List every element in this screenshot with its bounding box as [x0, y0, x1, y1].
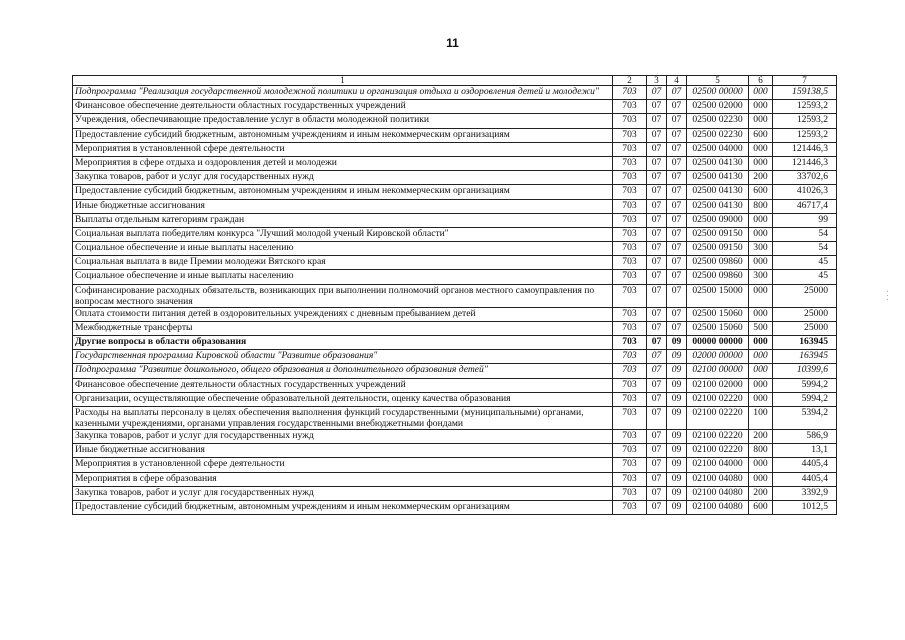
section-code-cell: 703: [613, 284, 647, 307]
row-name-cell: Софинансирование расходных обязательств, возникающих при выполнении полномочий органов местного самоуправления по вопросам местного значения: [73, 284, 613, 307]
section-code-cell: 703: [613, 227, 647, 241]
table-row: [73, 321, 837, 335]
page-number: 11: [446, 36, 459, 50]
section-code-cell: 703: [613, 256, 647, 270]
amount-cell: 25000: [773, 284, 837, 307]
row-name-cell: Предоставление субсидий бюджетным, автономным учреждениям и иным некоммерческим организациям: [73, 128, 613, 142]
section-code-cell: 703: [613, 378, 647, 392]
table-row: [73, 128, 837, 142]
subsection-cell: 07: [667, 128, 687, 142]
row-name-cell: Предоставление субсидий бюджетным, автономным учреждениям и иным некоммерческим организациям: [73, 185, 613, 199]
subsection-cell: 07: [647, 86, 667, 100]
table-row: [73, 350, 837, 364]
header-cell: 1: [73, 76, 613, 86]
expense-type-cell: 000: [749, 256, 773, 270]
section-code-cell: 703: [613, 171, 647, 185]
section-code-cell: 703: [613, 156, 647, 170]
section-code-cell: 703: [613, 307, 647, 321]
row-name-cell: Иные бюджетные ассигнования: [73, 199, 613, 213]
subsection-cell: 07: [667, 114, 687, 128]
subsection-cell: 07: [647, 392, 667, 406]
amount-cell: 25000: [773, 321, 837, 335]
amount-cell: 10399,6: [773, 364, 837, 378]
target-article-cell: 02100 04080: [687, 472, 749, 486]
table-row: [73, 100, 837, 114]
expense-type-cell: 000: [749, 336, 773, 350]
subsection-cell: 07: [647, 114, 667, 128]
amount-cell: 163945: [773, 350, 837, 364]
target-article-cell: 02500 09860: [687, 270, 749, 284]
target-article-cell: 02100 02220: [687, 444, 749, 458]
subsection-cell: 07: [647, 486, 667, 500]
row-name-cell: Закупка товаров, работ и услуг для государственных нужд: [73, 171, 613, 185]
amount-cell: 586,9: [773, 429, 837, 443]
subsection-cell: 07: [647, 199, 667, 213]
amount-cell: 5994,2: [773, 392, 837, 406]
section-code-cell: 703: [613, 185, 647, 199]
amount-cell: 99: [773, 213, 837, 227]
expense-type-cell: 000: [749, 364, 773, 378]
subsection-cell: 07: [667, 100, 687, 114]
expense-type-cell: 000: [749, 472, 773, 486]
target-article-cell: 02100 02220: [687, 429, 749, 443]
row-name-cell: Социальная выплата победителям конкурса "Лучший молодой ученый Кировской области": [73, 227, 613, 241]
section-code-cell: 703: [613, 128, 647, 142]
subsection-cell: 07: [647, 321, 667, 335]
subsection-cell: 07: [667, 270, 687, 284]
section-code-cell: 703: [613, 350, 647, 364]
subsection-cell: 07: [667, 185, 687, 199]
row-name-cell: Финансовое обеспечение деятельности областных государственных учреждений: [73, 100, 613, 114]
section-code-cell: 703: [613, 472, 647, 486]
subsection-cell: 09: [667, 429, 687, 443]
table-row: [73, 270, 837, 284]
section-code-cell: 703: [613, 199, 647, 213]
target-article-cell: 02500 09860: [687, 256, 749, 270]
amount-cell: 121446,3: [773, 156, 837, 170]
amount-cell: 5394,2: [773, 406, 837, 429]
section-code-cell: 703: [613, 486, 647, 500]
subsection-cell: 07: [647, 242, 667, 256]
section-code-cell: 703: [613, 213, 647, 227]
subsection-cell: 09: [667, 406, 687, 429]
section-code-cell: 703: [613, 100, 647, 114]
amount-cell: 1012,5: [773, 500, 837, 514]
subsection-cell: 09: [667, 378, 687, 392]
row-name-cell: Выплаты отдельным категориям граждан: [73, 213, 613, 227]
target-article-cell: 02100 04080: [687, 500, 749, 514]
subsection-cell: 09: [667, 472, 687, 486]
section-code-cell: 703: [613, 458, 647, 472]
expense-type-cell: 000: [749, 213, 773, 227]
section-code-cell: 703: [613, 429, 647, 443]
section-code-cell: 703: [613, 114, 647, 128]
expense-type-cell: 200: [749, 486, 773, 500]
subsection-cell: 09: [667, 444, 687, 458]
amount-cell: 4405,4: [773, 458, 837, 472]
target-article-cell: 02500 15060: [687, 321, 749, 335]
table-row: [73, 199, 837, 213]
amount-cell: 12593,2: [773, 100, 837, 114]
row-name-cell: Другие вопросы в области образования: [73, 336, 613, 350]
row-name-cell: Социальное обеспечение и иные выплаты населению: [73, 270, 613, 284]
subsection-cell: 07: [667, 213, 687, 227]
target-article-cell: 02500 15060: [687, 307, 749, 321]
amount-cell: 121446,3: [773, 142, 837, 156]
subsection-cell: 07: [667, 307, 687, 321]
table-row: [73, 458, 837, 472]
budget-table: [72, 75, 837, 515]
subsection-cell: 07: [647, 128, 667, 142]
amount-cell: 12593,2: [773, 128, 837, 142]
amount-cell: 13,1: [773, 444, 837, 458]
row-name-cell: Мероприятия в установленной сфере деятельности: [73, 458, 613, 472]
expense-type-cell: 000: [749, 114, 773, 128]
target-article-cell: 00000 00000: [687, 336, 749, 350]
table-row: [73, 500, 837, 514]
section-code-cell: 703: [613, 392, 647, 406]
subsection-cell: 09: [667, 458, 687, 472]
header-cell: 2: [613, 76, 647, 86]
subsection-cell: 09: [667, 336, 687, 350]
subsection-cell: 09: [667, 350, 687, 364]
header-cell: 3: [647, 76, 667, 86]
header-cell: 5: [687, 76, 749, 86]
section-code-cell: 703: [613, 336, 647, 350]
table-row: [73, 486, 837, 500]
row-name-cell: Финансовое обеспечение деятельности областных государственных учреждений: [73, 378, 613, 392]
table-row: [73, 213, 837, 227]
table-row: [73, 284, 837, 307]
subsection-cell: 07: [647, 284, 667, 307]
amount-cell: 4405,4: [773, 472, 837, 486]
subsection-cell: 07: [667, 256, 687, 270]
target-article-cell: 02100 02220: [687, 392, 749, 406]
table-row: [73, 156, 837, 170]
subsection-cell: 07: [647, 364, 667, 378]
row-name-cell: Оплата стоимости питания детей в оздоровительных учреждениях с дневным пребыванием детей: [73, 307, 613, 321]
subsection-cell: 07: [667, 321, 687, 335]
table-row: [73, 227, 837, 241]
section-code-cell: 703: [613, 142, 647, 156]
expense-type-cell: 000: [749, 392, 773, 406]
table-row: [73, 472, 837, 486]
expense-type-cell: 000: [749, 100, 773, 114]
subsection-cell: 07: [647, 444, 667, 458]
amount-cell: 46717,4: [773, 199, 837, 213]
subsection-cell: 09: [667, 364, 687, 378]
expense-type-cell: 500: [749, 321, 773, 335]
amount-cell: 163945: [773, 336, 837, 350]
row-name-cell: Мероприятия в сфере отдыха и оздоровления детей и молодежи: [73, 156, 613, 170]
expense-type-cell: 000: [749, 350, 773, 364]
subsection-cell: 07: [647, 156, 667, 170]
section-code-cell: 703: [613, 500, 647, 514]
row-name-cell: Иные бюджетные ассигнования: [73, 444, 613, 458]
row-name-cell: Социальная выплата в виде Премии молодежи Вятского края: [73, 256, 613, 270]
subsection-cell: 09: [667, 392, 687, 406]
subsection-cell: 07: [647, 350, 667, 364]
expense-type-cell: 300: [749, 270, 773, 284]
subsection-cell: 07: [647, 458, 667, 472]
table-row: [73, 429, 837, 443]
subsection-cell: 07: [647, 227, 667, 241]
table-row: [73, 242, 837, 256]
table-row: [73, 392, 837, 406]
table-row: [73, 256, 837, 270]
row-name-cell: Расходы на выплаты персоналу в целях обеспечения выполнения функций государственными (муниципальными) органами, казенными учреждениями, органами управления государственными внебюджетными фондами: [73, 406, 613, 429]
row-name-cell: Подпрограмма "Реализация государственной молодежной политики и организация отдыха и оздоровления детей и молодежи": [73, 86, 613, 100]
header-cell: 6: [749, 76, 773, 86]
subsection-cell: 07: [667, 284, 687, 307]
section-code-cell: 703: [613, 364, 647, 378]
amount-cell: 5994,2: [773, 378, 837, 392]
subsection-cell: 07: [647, 378, 667, 392]
target-article-cell: 02500 04130: [687, 171, 749, 185]
row-name-cell: Подпрограмма "Развитие дошкольного, общего образования и дополнительного образования детей": [73, 364, 613, 378]
subsection-cell: 07: [647, 500, 667, 514]
amount-cell: 25000: [773, 307, 837, 321]
table-row: [73, 406, 837, 429]
row-name-cell: Межбюджетные трансферты: [73, 321, 613, 335]
expense-type-cell: 800: [749, 444, 773, 458]
expense-type-cell: 300: [749, 242, 773, 256]
subsection-cell: 07: [647, 171, 667, 185]
section-code-cell: 703: [613, 321, 647, 335]
target-article-cell: 02500 15000: [687, 284, 749, 307]
expense-type-cell: 000: [749, 307, 773, 321]
subsection-cell: 07: [667, 242, 687, 256]
row-name-cell: Закупка товаров, работ и услуг для государственных нужд: [73, 486, 613, 500]
header-cell: 7: [773, 76, 837, 86]
amount-cell: 41026,3: [773, 185, 837, 199]
row-name-cell: Предоставление субсидий бюджетным, автономным учреждениям и иным некоммерческим организациям: [73, 500, 613, 514]
section-code-cell: 703: [613, 444, 647, 458]
target-article-cell: 02500 09150: [687, 227, 749, 241]
section-code-cell: 703: [613, 86, 647, 100]
target-article-cell: 02500 04130: [687, 156, 749, 170]
target-article-cell: 02500 09150: [687, 242, 749, 256]
amount-cell: 54: [773, 227, 837, 241]
row-name-cell: Закупка товаров, работ и услуг для государственных нужд: [73, 429, 613, 443]
section-code-cell: 703: [613, 406, 647, 429]
target-article-cell: 02500 04000: [687, 142, 749, 156]
target-article-cell: 02500 09000: [687, 213, 749, 227]
subsection-cell: 09: [667, 486, 687, 500]
subsection-cell: 09: [667, 500, 687, 514]
subsection-cell: 07: [647, 142, 667, 156]
target-article-cell: 02100 04000: [687, 458, 749, 472]
table-row: [73, 114, 837, 128]
subsection-cell: 07: [647, 429, 667, 443]
amount-cell: 33702,6: [773, 171, 837, 185]
target-article-cell: 02500 04130: [687, 185, 749, 199]
table-row: [73, 378, 837, 392]
row-name-cell: Социальное обеспечение и иные выплаты населению: [73, 242, 613, 256]
subsection-cell: 07: [647, 336, 667, 350]
expense-type-cell: 100: [749, 406, 773, 429]
subsection-cell: 07: [647, 256, 667, 270]
expense-type-cell: 000: [749, 86, 773, 100]
expense-type-cell: 200: [749, 171, 773, 185]
subsection-cell: 07: [667, 171, 687, 185]
expense-type-cell: 600: [749, 500, 773, 514]
expense-type-cell: 600: [749, 185, 773, 199]
expense-type-cell: 000: [749, 284, 773, 307]
expense-type-cell: 000: [749, 458, 773, 472]
row-name-cell: Мероприятия в установленной сфере деятельности: [73, 142, 613, 156]
target-article-cell: 02500 02230: [687, 128, 749, 142]
amount-cell: 12593,2: [773, 114, 837, 128]
subsection-cell: 07: [647, 100, 667, 114]
subsection-cell: 07: [647, 307, 667, 321]
expense-type-cell: 000: [749, 227, 773, 241]
target-article-cell: 02100 00000: [687, 364, 749, 378]
row-name-cell: Организации, осуществляющие обеспечение образовательной деятельности, оценку качества образования: [73, 392, 613, 406]
table-row: [73, 364, 837, 378]
expense-type-cell: 000: [749, 156, 773, 170]
table-header-row: [73, 76, 837, 86]
subsection-cell: 07: [667, 199, 687, 213]
subsection-cell: 07: [647, 406, 667, 429]
row-name-cell: Учреждения, обеспечивающие предоставление услуг в области молодежной политики: [73, 114, 613, 128]
table-row: [73, 185, 837, 199]
subsection-cell: 07: [647, 185, 667, 199]
subsection-cell: 07: [667, 142, 687, 156]
subsection-cell: 07: [647, 472, 667, 486]
target-article-cell: 02500 02000: [687, 100, 749, 114]
row-name-cell: Государственная программа Кировской области "Развитие образования": [73, 350, 613, 364]
row-name-cell: Мероприятия в сфере образования: [73, 472, 613, 486]
target-article-cell: 02100 02000: [687, 378, 749, 392]
amount-cell: 45: [773, 256, 837, 270]
expense-type-cell: 800: [749, 199, 773, 213]
subsection-cell: 07: [667, 227, 687, 241]
target-article-cell: 02500 02230: [687, 114, 749, 128]
target-article-cell: 02100 02220: [687, 406, 749, 429]
amount-cell: 159138,5: [773, 86, 837, 100]
margin-marks: · · ·: [883, 290, 891, 301]
target-article-cell: 02000 00000: [687, 350, 749, 364]
table-body: [73, 76, 837, 515]
subsection-cell: 07: [667, 156, 687, 170]
expense-type-cell: 000: [749, 142, 773, 156]
subsection-cell: 07: [647, 213, 667, 227]
target-article-cell: 02500 04130: [687, 199, 749, 213]
section-code-cell: 703: [613, 242, 647, 256]
expense-type-cell: 600: [749, 128, 773, 142]
table-row: [73, 171, 837, 185]
table-row: [73, 86, 837, 100]
expense-type-cell: 000: [749, 378, 773, 392]
amount-cell: 54: [773, 242, 837, 256]
table-row: [73, 444, 837, 458]
section-code-cell: 703: [613, 270, 647, 284]
amount-cell: 45: [773, 270, 837, 284]
target-article-cell: 02500 00000: [687, 86, 749, 100]
header-cell: 4: [667, 76, 687, 86]
table-row: [73, 142, 837, 156]
subsection-cell: 07: [667, 86, 687, 100]
amount-cell: 3392,9: [773, 486, 837, 500]
table-row: [73, 336, 837, 350]
table-row: [73, 307, 837, 321]
expense-type-cell: 200: [749, 429, 773, 443]
target-article-cell: 02100 04080: [687, 486, 749, 500]
subsection-cell: 07: [647, 270, 667, 284]
